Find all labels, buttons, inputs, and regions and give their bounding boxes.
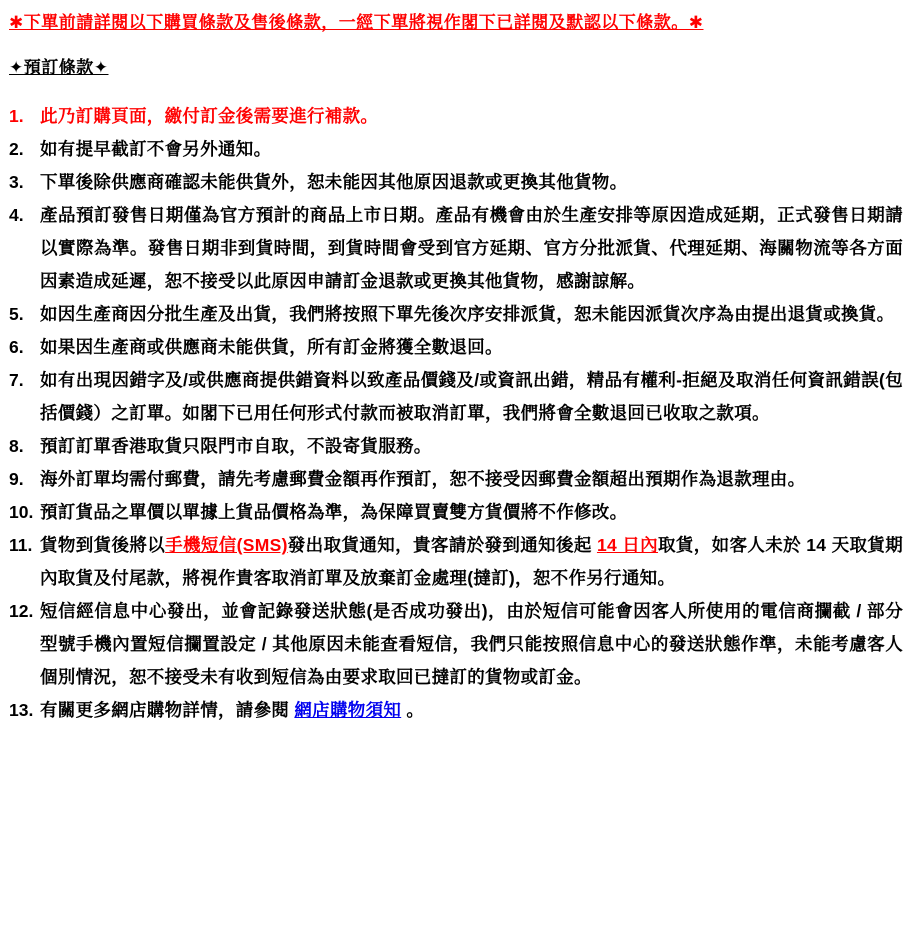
term-number: 5. [9, 304, 24, 324]
page-title: ✱下單前請詳閱以下購買條款及售後條款，一經下單將視作閣下已詳閱及默認以下條款。✱ [9, 13, 704, 32]
term-number: 6. [9, 337, 24, 357]
preorder-terms-document [9, 10, 903, 727]
term-text [40, 298, 903, 331]
term-number: 4. [9, 205, 24, 225]
term-item [9, 463, 903, 496]
term-text [40, 199, 903, 298]
term-item [9, 166, 903, 199]
plain-text: 產品預訂發售日期僅為官方預計的商品上市日期。產品有機會由於生產安排等原因造成延期，正式發售日期請以實際為準。發售日期非到貨時間，到貨時間會受到官方延期、官方分批派貨、代理延期、海關物流等各方面因素造成延遲，恕不接受以此原因申請訂金退款或更換其他貨物，感謝諒解。 [40, 205, 903, 291]
term-item [9, 298, 903, 331]
term-text [40, 166, 903, 199]
term-item [9, 496, 903, 529]
plain-text: 預訂訂單香港取貨只限門市自取，不設寄貨服務。 [40, 436, 432, 456]
term-text [40, 595, 903, 694]
term-text [40, 100, 903, 133]
section-header-preorder-terms: ✦預訂條款✦ [9, 58, 109, 77]
term-number: 9. [9, 469, 24, 489]
term-item [9, 430, 903, 463]
plain-text: 此乃訂購頁面，繳付訂金後需要進行補款。 [40, 106, 379, 126]
term-item [9, 694, 903, 727]
terms-list [9, 100, 903, 727]
plain-text: 海外訂單均需付郵費，請先考慮郵費金額再作預訂，恕不接受因郵費金額超出預期作為退款理由。 [40, 469, 806, 489]
term-number: 7. [9, 370, 24, 390]
highlighted-text: 手機短信(SMS) [165, 535, 288, 555]
plain-text: 取貨，如客人未於 14 天取貨期內取貨及付尾款，將視作貴客取消訂單及放棄訂金處理(撻訂)，恕不作另行通知。 [40, 535, 903, 588]
term-text [40, 364, 903, 430]
plain-text: 預訂貨品之單價以單據上貨品價格為準，為保障買賣雙方貨價將不作修改。 [40, 502, 628, 522]
term-item [9, 529, 903, 595]
term-text [40, 529, 903, 595]
plain-text: 發出取貨通知，貴客請於發到通知後起 [287, 535, 597, 555]
plain-text: 如有提早截訂不會另外通知。 [40, 139, 272, 159]
term-number: 1. [9, 106, 24, 126]
term-number: 10. [9, 502, 34, 522]
shop-guide-link[interactable]: 網店購物須知 [294, 700, 402, 720]
term-item [9, 331, 903, 364]
term-number: 3. [9, 172, 24, 192]
term-number: 11. [9, 535, 33, 555]
plain-text: 。 [401, 700, 425, 720]
term-text [40, 331, 903, 364]
term-text [40, 496, 903, 529]
term-text [40, 463, 903, 496]
term-item [9, 133, 903, 166]
plain-text: 短信經信息中心發出，並會記錄發送狀態(是否成功發出)，由於短信可能會因客人所使用的電信商攔截 / 部分型號手機內置短信攔置設定 / 其他原因未能查看短信，我們只能按照信息中心的發送狀態作準，未能考慮客人個別情況，恕不接受未有收到短信為由要求取回已撻訂的貨物或訂金。 [40, 601, 903, 687]
plain-text: 有關更多網店購物詳情，請參閱 [40, 700, 295, 720]
plain-text: 如果因生產商或供應商未能供貨，所有訂金將獲全數退回。 [40, 337, 503, 357]
term-item [9, 199, 903, 298]
term-number: 12. [9, 601, 34, 621]
highlighted-text: 14 日內 [596, 535, 659, 555]
term-text [40, 694, 903, 727]
term-number: 8. [9, 436, 24, 456]
term-text [40, 133, 903, 166]
term-item [9, 100, 903, 133]
term-number: 13. [9, 700, 34, 720]
term-item [9, 364, 903, 430]
plain-text: 如有出現因錯字及/或供應商提供錯資料以致產品價錢及/或資訊出錯，精品有權利-拒絕及取消任何資訊錯誤(包括價錢）之訂單。如閣下已用任何形式付款而被取消訂單，我們將會全數退回已收取之款項。 [40, 370, 903, 423]
term-number: 2. [9, 139, 24, 159]
plain-text: 貨物到貨後將以 [40, 535, 166, 555]
term-item [9, 595, 903, 694]
term-text [40, 430, 903, 463]
plain-text: 如因生產商因分批生產及出貨，我們將按照下單先後次序安排派貨，恕未能因派貨次序為由提出退貨或換貨。 [40, 304, 895, 324]
plain-text: 下單後除供應商確認未能供貨外，恕未能因其他原因退款或更換其他貨物。 [40, 172, 628, 192]
